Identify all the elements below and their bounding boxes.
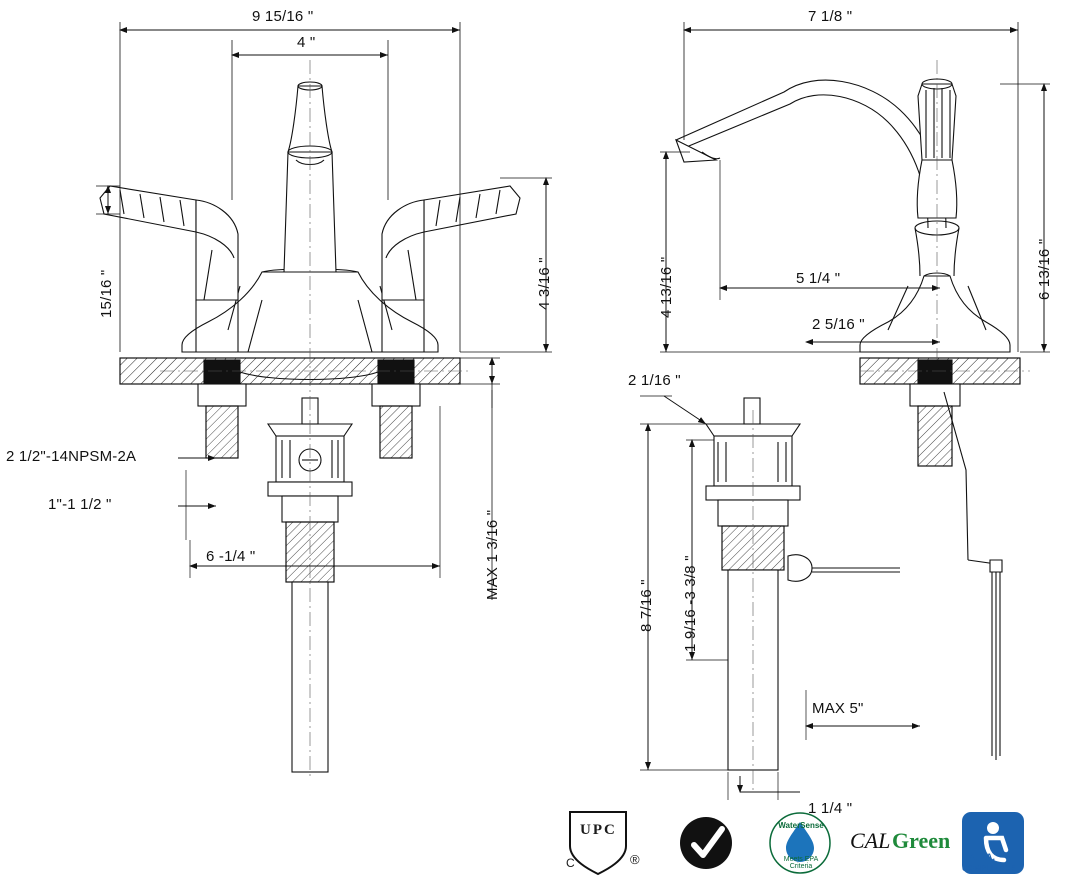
dim-max-deck-thickness: MAX 1 3/16 " [484, 509, 501, 600]
ada-badge-line1: A.D.A. [968, 852, 995, 862]
calgreen-badge-label-a: CAL [850, 828, 891, 853]
calgreen-badge-label-b: Green [892, 828, 951, 853]
dim-spout-reach-height: 4 13/16 " [658, 256, 675, 318]
dim-drain-flange: 2 1/16 " [628, 372, 681, 389]
upc-badge-label: UPC [580, 822, 617, 838]
side-dimensions [640, 22, 1050, 800]
dim-drain-total-length: 8 7/16 " [638, 579, 655, 632]
dim-tailpiece-adjust: 1 9/16 -3 3/8 " [682, 555, 699, 652]
dim-drain-offset: 6 -1/4 " [206, 548, 256, 565]
watersense-badge-line1: WaterSense [778, 821, 824, 830]
dim-overall-height: 6 13/16 " [1036, 238, 1053, 300]
dim-spout-reach: 5 1/4 " [796, 270, 841, 287]
upc-badge-sub-right: ® [630, 852, 640, 867]
side-view-geometry [676, 79, 1020, 770]
dim-handle-height: 15/16 " [98, 269, 115, 318]
upc-badge-sub-left: C [566, 856, 575, 870]
dim-spout-height: 4 3/16 " [536, 257, 553, 310]
dim-thread-spec: 2 1/2"-14NPSM-2A [6, 448, 137, 465]
dim-base-depth: 2 5/16 " [812, 316, 865, 333]
dim-handle-spread: 4 " [297, 34, 316, 51]
dim-shank-length: 1"-1 1/2 " [48, 496, 112, 513]
dim-lift-rod-max: MAX 5" [812, 700, 864, 717]
dim-overall-depth: 7 1/8 " [808, 8, 853, 25]
ada-badge-line2: COMPLIANCE [962, 864, 1016, 873]
dim-tailpiece-diameter: 1 1/4 " [808, 800, 853, 817]
dim-overall-width: 9 15/16 " [252, 8, 314, 25]
watersense-badge-line2: Meets EPA Criteria [783, 856, 819, 871]
